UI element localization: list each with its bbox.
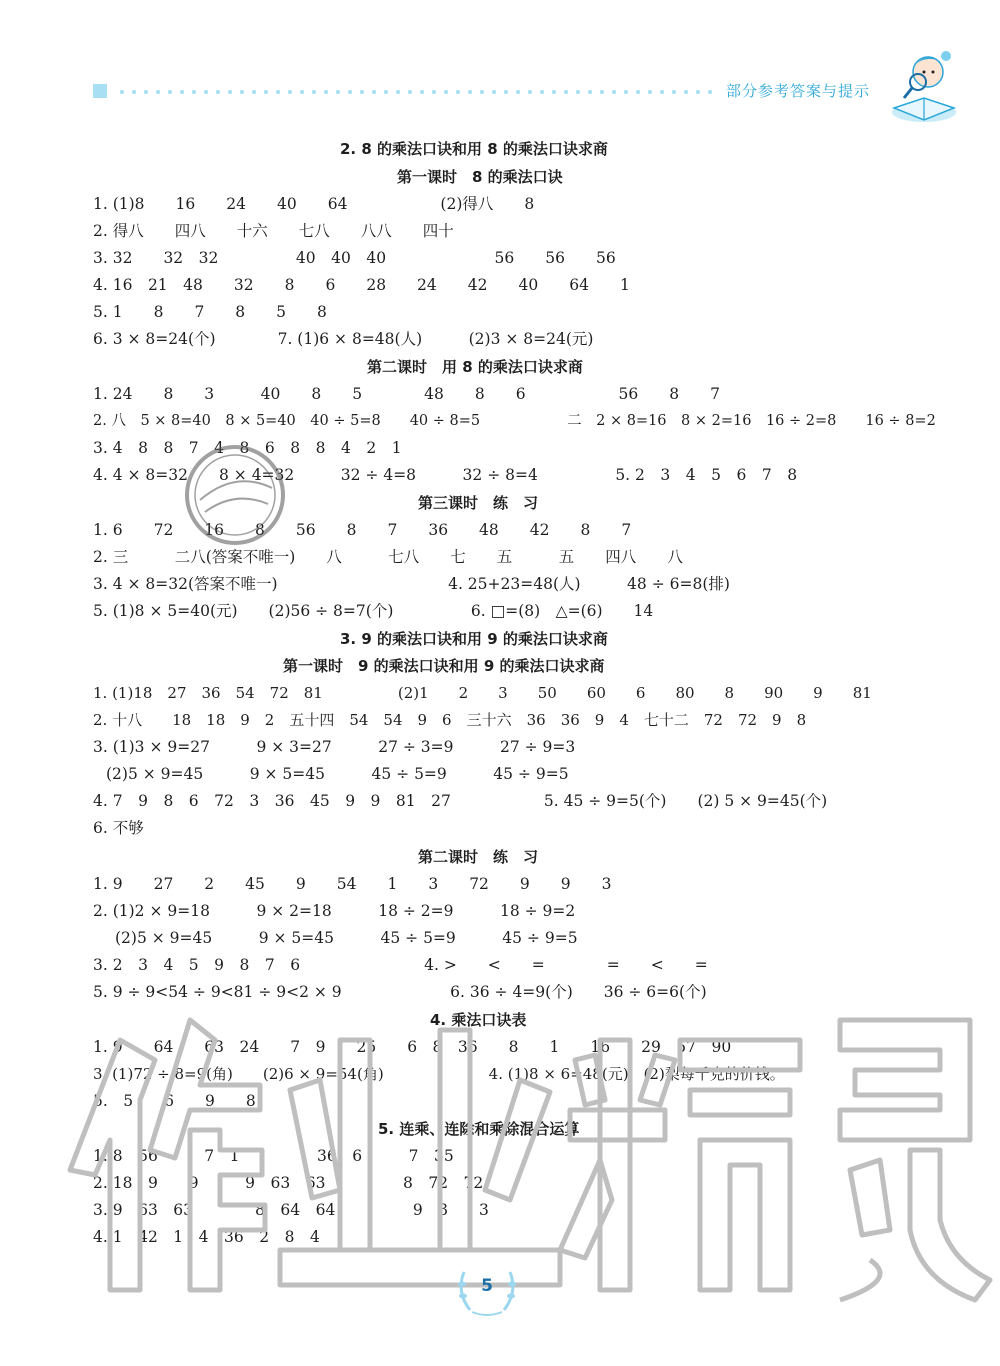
- answer-line: 3. (1)3 × 9=27 9 × 3=27 27 ÷ 3=9 27 ÷ 9=3: [93, 738, 576, 756]
- lesson-heading: 第一课时 8 的乘法口诀: [397, 168, 563, 186]
- mascot-reading-icon: [888, 42, 960, 126]
- answer-line: 2. 八 5 × 8=40 8 × 5=40 40 ÷ 5=8 40 ÷ 8=5 二 2 × 8=16 8 × 2=16 16 ÷ 2=8 16 ÷ 8=2: [93, 413, 936, 429]
- answer-line: 4. 4 × 8=32 8 × 4=32 32 ÷ 4=8 32 ÷ 8=4 5. 2 3 4 5 6 7 8: [93, 466, 798, 484]
- answer-line: 1. 9 27 2 45 9 54 1 3 72 9 9 3: [93, 875, 612, 893]
- section-heading-8-multiplication: 2. 8 的乘法口诀和用 8 的乘法口诀求商: [340, 140, 608, 158]
- answer-line: 3. 4 8 8 7 4 8 6 8 8 4 2 1: [93, 439, 402, 457]
- answer-line: 2. 十八 18 18 9 2 五十四 54 54 9 6 三十六 36 36 9 4 七十二 72 72 9 8: [93, 711, 807, 729]
- answer-line: 1. 24 8 3 40 8 5 48 8 6 56 8 7: [93, 385, 721, 403]
- answer-line: 3. (1)72 ÷ 8=9(角) (2)6 × 9=54(角) 4. (1)8 × 6=48(元) (2)梨每千克的价钱。: [93, 1065, 785, 1083]
- answer-line: 2. (1)2 × 9=18 9 × 2=18 18 ÷ 2=9 18 ÷ 9=2: [93, 902, 576, 920]
- answer-line: 5. 9 ÷ 9<54 ÷ 9<81 ÷ 9<2 × 9 6. 36 ÷ 4=9(个) 36 ÷ 6=6(个): [93, 983, 707, 1001]
- answer-line: 6. 3 × 8=24(个) 7. (1)6 × 8=48(人) (2)3 × 8=24(元): [93, 330, 594, 348]
- answer-line: 1. 9 64 63 24 7 9 25 6 8 36 8 1 16 29 57 90: [93, 1038, 732, 1056]
- answer-line: 2. 三 二八(答案不唯一) 八 七八 七 五 五 四八 八: [93, 548, 683, 566]
- section-heading-multiplication-table: 4. 乘法口诀表: [430, 1011, 527, 1029]
- answer-line: 3. 2 3 4 5 9 8 7 6 4. > < = = < =: [93, 956, 708, 974]
- answer-line: (2)5 × 9=45 9 × 5=45 45 ÷ 5=9 45 ÷ 9=5: [106, 765, 569, 783]
- answer-line: 5. 5 6 9 8: [93, 1092, 256, 1110]
- page-number-badge: [452, 1262, 522, 1318]
- header-dotted-line: [116, 90, 716, 94]
- lesson-heading: 第三课时 练 习: [418, 494, 539, 512]
- answer-line: 2. 得八 四八 十六 七八 八八 四十: [93, 222, 454, 240]
- lesson-heading: 第一课时 9 的乘法口诀和用 9 的乘法口诀求商: [283, 657, 605, 675]
- answer-line: 1. (1)8 16 24 40 64 (2)得八 8: [93, 195, 535, 213]
- lesson-heading: 第二课时 用 8 的乘法口诀求商: [367, 358, 583, 376]
- section-heading-9-multiplication: 3. 9 的乘法口诀和用 9 的乘法口诀求商: [340, 630, 608, 648]
- answer-line: 4. 16 21 48 32 8 6 28 24 42 40 64 1: [93, 276, 630, 294]
- answer-line: 1. (1)18 27 36 54 72 81 (2)1 2 3 50 60 6 80 8 90 9 81: [93, 684, 872, 702]
- answer-line: 4. 1 42 1 4 36 2 8 4: [93, 1228, 320, 1246]
- page-number: 5: [481, 1276, 493, 1296]
- answer-line: (2)5 × 9=45 9 × 5=45 45 ÷ 5=9 45 ÷ 9=5: [115, 929, 578, 947]
- stamp-seal-icon: [180, 440, 290, 550]
- lesson-heading: 第二课时 练 习: [418, 848, 539, 866]
- answer-line: 1. 6 72 16 8 56 8 7 36 48 42 8 7: [93, 521, 632, 539]
- page-header: [0, 0, 1000, 130]
- answer-line: 5. 1 8 7 8 5 8: [93, 303, 327, 321]
- answer-line: 2. 18 9 9 9 63 63 8 72 72: [93, 1174, 484, 1192]
- answer-line: 4. 7 9 8 6 72 3 36 45 9 9 81 27 5. 45 ÷ 9=5(个) (2) 5 × 9=45(个): [93, 792, 828, 810]
- answer-line: 5. (1)8 × 5=40(元) (2)56 ÷ 8=7(个) 6. □=(8) △=(6) 14: [93, 602, 654, 620]
- header-square-decoration: [93, 84, 107, 98]
- header-title: 部分参考答案与提示: [726, 82, 871, 100]
- section-heading-mixed-operations: 5. 连乘、连除和乘除混合运算: [378, 1120, 580, 1138]
- answer-line: 6. 不够: [93, 819, 144, 837]
- answer-line: 3. 32 32 32 40 40 40 56 56 56: [93, 249, 616, 267]
- answer-line: 3. 9 63 63 8 64 64 9 3 3: [93, 1201, 489, 1219]
- answer-line: 1. 8 56 7 1 36 6 7 35: [93, 1147, 454, 1165]
- answer-line: 3. 4 × 8=32(答案不唯一) 4. 25+23=48(人) 48 ÷ 6=8(排): [93, 575, 730, 593]
